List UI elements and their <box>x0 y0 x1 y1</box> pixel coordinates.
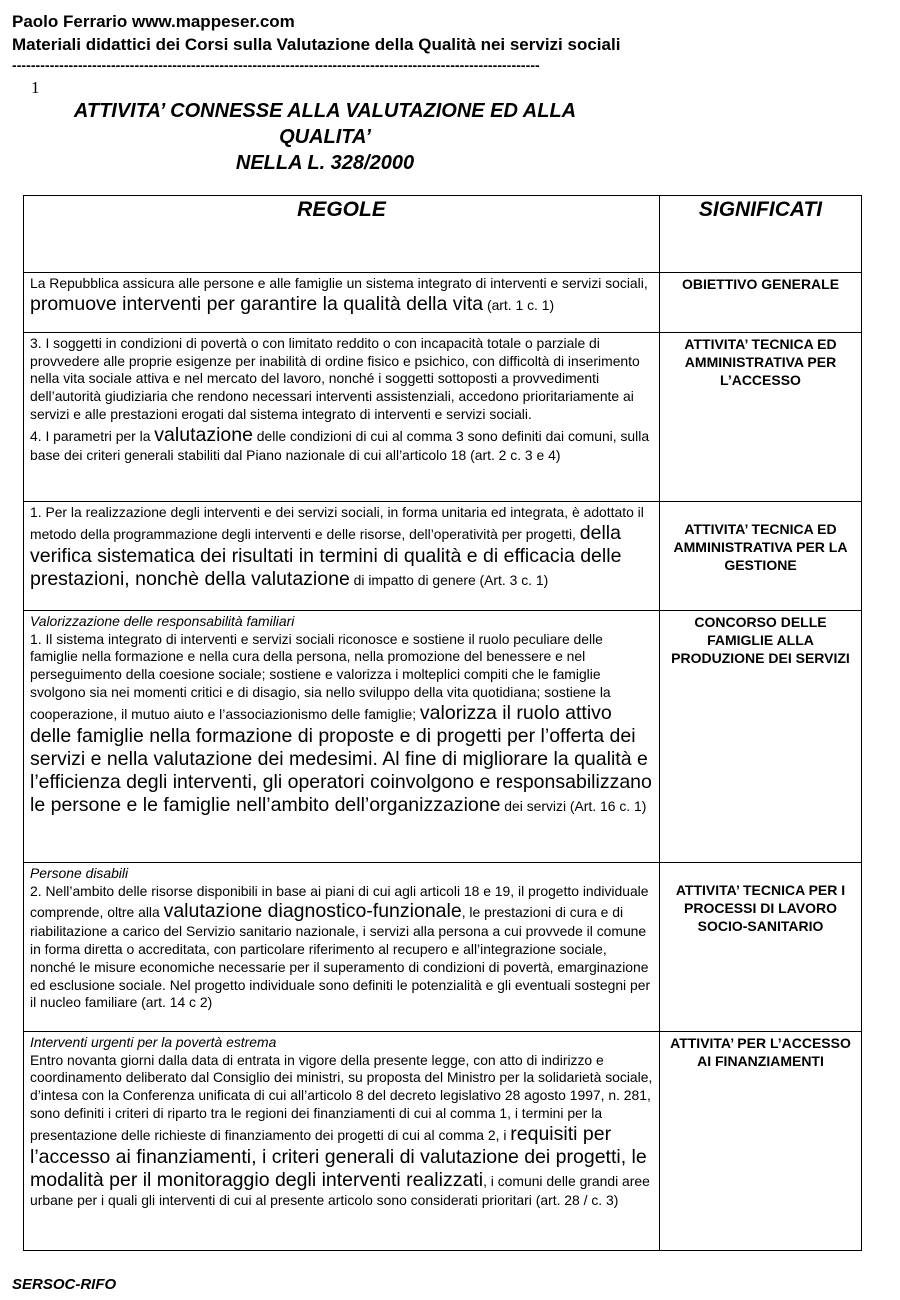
rules-table <box>23 195 862 1251</box>
rule-text-emphasis: requisiti per l’accesso ai finanziamenti, i criteri generali di valutazione dei progetti, le modalità per il monitoraggio degli interventi realizzati <box>30 1122 647 1191</box>
title-line-3: NELLA L. 328/2000 <box>235 152 415 174</box>
rule-text-normal: 1. Il sistema integrato di interventi e servizi sociali riconosce e sostiene il ruolo peculiare delle famiglie nella formazione e nella cura della persona, nella promozione del benessere e nel perseguimento della coesione sociale; sostiene e valorizza i molteplici compiti che le famiglie svolgono sia nei momenti critici e di disagio, sia nello sviluppo della vita quotidiana; sostiene la cooperazione, il mutuo aiuto e l’associazionismo delle famiglie; <box>30 630 611 722</box>
table-header-row <box>24 196 862 273</box>
meaning-label: ATTIVITA’ TECNICA ED AMMINISTRATIVA PER L’ACCESSO <box>660 333 862 502</box>
footer-code: SERSOC-RIFO <box>12 1276 117 1293</box>
rule-text <box>24 502 660 611</box>
rule-text-reference: , le prestazioni di cura e di riabilitazione a carico del Servizio sanitario nazionale, i servizi alla persona a cui provvede il comune in forma diretta o accreditata, con particolare riferimento al recupero e all’integrazione sociale, nonché le misure economiche necessarie per il superamento di condizioni di povertà, emarginazione ed esclusione sociale. Nel progetto individuale sono definiti le potenzialità e gli eventuali sostegni per il nucleo familiare (art. 14 c 2) <box>30 904 651 1011</box>
rule-text <box>24 273 660 333</box>
rule-text-emphasis: promuove interventi per garantire la qualità della vita <box>30 292 484 315</box>
author-line: Paolo Ferrario www.mappeser.com <box>12 12 295 31</box>
rule-text <box>24 863 660 1032</box>
meaning-label: ATTIVITA’ TECNICA ED AMMINISTRATIVA PER LA GESTIONE <box>660 502 862 611</box>
rule-heading: Interventi urgenti per la povertà estrema <box>30 1034 277 1050</box>
rule-paragraph <box>30 883 653 1012</box>
page-number: 1 <box>31 78 40 97</box>
rule-heading: Valorizzazione delle responsabilità familiari <box>30 613 295 629</box>
column-header-rules: REGOLE <box>24 196 660 273</box>
title-line-1: ATTIVITA’ CONNESSE ALLA VALUTAZIONE ED ALLA <box>73 100 577 122</box>
rule-text-emphasis: valutazione <box>154 423 253 446</box>
rule-heading: Persone disabili <box>30 865 129 881</box>
rule-text-normal: 1. Per la realizzazione degli interventi e dei servizi sociali, in forma unitaria ed integrata, è adottato il metodo della programmazione degli interventi e delle risorse, dell’operatività per progetti, <box>30 504 644 542</box>
rule-text-reference: (art. 1 c. 1) <box>483 296 555 313</box>
title-line-2: QUALITA’ <box>279 126 371 148</box>
table-row <box>24 611 862 863</box>
rule-text-normal: La Repubblica assicura alle persone e alle famiglie un sistema integrato di interventi e servizi sociali, <box>30 275 648 291</box>
rule-paragraph <box>30 1052 653 1210</box>
document-title <box>0 98 650 176</box>
course-subtitle: Materiali didattici dei Corsi sulla Valutazione della Qualità nei servizi sociali <box>12 35 621 54</box>
meaning-label: OBIETTIVO GENERALE <box>660 273 862 333</box>
rule-text-emphasis: valorizza il ruolo attivo delle famiglie nella formazione di proposte e di progetti per l’offerta dei servizi e nella valutazione dei medesimi. Al fine di migliorare la qualità e l’efficienza degli interventi, gli operatori coinvolgono e responsabilizzano le persone e le famiglie nell’ambito dell’organizzazione <box>30 701 652 816</box>
table-row <box>24 1032 862 1251</box>
meaning-label: ATTIVITA’ TECNICA PER I PROCESSI DI LAVORO SOCIO-SANITARIO <box>660 863 862 1032</box>
separator-line: ---------------------------------------------------------------------------------------------------------------- <box>12 57 540 73</box>
meaning-label: ATTIVITA’ PER L’ACCESSO AI FINANZIAMENTI <box>660 1032 862 1251</box>
table-row <box>24 863 862 1032</box>
rule-text <box>24 333 660 502</box>
rule-text <box>24 1032 660 1251</box>
rule-text-reference: delle condizioni di cui al comma 3 sono definiti dai comuni, sulla base dei criteri generali stabiliti dal Piano nazionale di cui all’articolo 18 (art. 2 c. 3 e 4) <box>30 427 650 463</box>
column-header-meanings: SIGNIFICATI <box>660 196 862 273</box>
rule-paragraph <box>30 424 653 465</box>
table-row <box>24 333 862 502</box>
rule-paragraph <box>30 631 653 817</box>
rule-text-normal: Entro novanta giorni dalla data di entrata in vigore della presente legge, con atto di indirizzo e coordinamento deliberato dal Consiglio dei ministri, su proposta del Ministro per la solidarietà sociale, d’intesa con la Conferenza unificata di cui all’articolo 8 del decreto legislativo 28 agosto 1997, n. 281, sono definiti i criteri di riparto tra le regioni dei finanziamenti di cui al comma 1, i termini per la presentazione delle richieste di finanziamento dei progetti di cui al comma 2, i <box>30 1051 653 1143</box>
rule-paragraph: 3. I soggetti in condizioni di povertà o con limitato reddito o con incapacità totale o parziale di provvedere alle proprie esigenze per inabilità di ordine fisico e psichico, con difficoltà di inserimento nella vita sociale attiva e nel mercato del lavoro, nonché i soggetti sottoposti a provvedimenti dell’autorità giudiziaria che rendono necessari interventi assistenziali, accedono prioritariamente ai servizi e alle prestazioni erogati dal sistema integrato di interventi e servizi sociali. <box>30 335 640 422</box>
rule-text <box>24 611 660 863</box>
meaning-label: CONCORSO DELLE FAMIGLIE ALLA PRODUZIONE DEI SERVIZI <box>660 611 862 863</box>
table-row <box>24 273 862 333</box>
rule-text-normal: 4. I parametri per la <box>30 427 155 444</box>
rule-text-emphasis: valutazione diagnostico-funzionale <box>163 900 462 923</box>
rule-text-reference: di impatto di genere (Art. 3 c. 1) <box>349 571 549 588</box>
rule-text-reference: dei servizi (Art. 16 c. 1) <box>500 797 647 814</box>
rule-text-emphasis: della verifica sistematica dei risultati in termini di qualità e di efficacia delle prestazioni, nonchè della valutazione <box>30 521 622 590</box>
rule-text-reference: , i comuni delle grandi aree urbane per i quali gli interventi di cui al presente articolo sono considerati prioritari (art. 28 / c. 3) <box>30 1172 650 1208</box>
table-row <box>24 502 862 611</box>
rule-text-normal: 2. Nell’ambito delle risorse disponibili in base ai piani di cui agli articoli 18 e 19, il progetto individuale comprende, oltre alla <box>30 882 649 921</box>
